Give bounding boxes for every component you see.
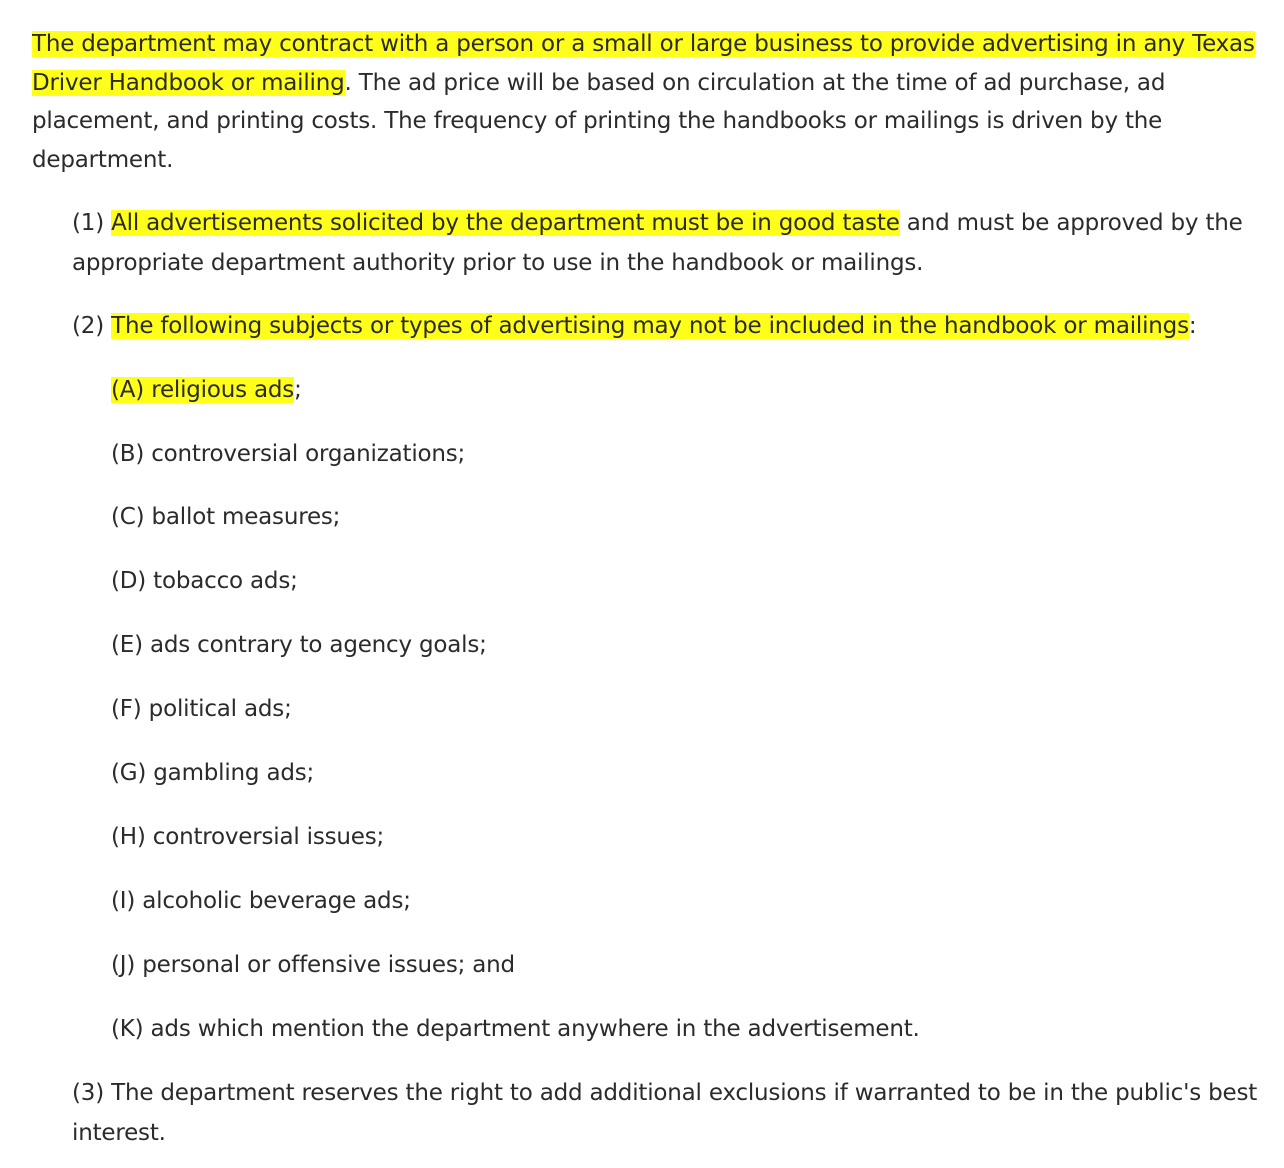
item-1-highlight: All advertisements solicited by the department must be in good taste — [111, 210, 900, 236]
item-2-text: : — [1188, 313, 1197, 339]
item-1-number: (1) — [72, 210, 112, 236]
intro-text: . The ad price will be based on circulation at the time of ad purchase, ad placement, and printing costs. The frequency of printing the handbooks or mailings is driven by the department. — [32, 69, 1166, 173]
subitem-e: (E) ads contrary to agency goals; — [111, 632, 487, 658]
subitem-c: (C) ballot measures; — [111, 504, 341, 530]
item-1-text: and must be approved by the appropriate department authority prior to use in the handbook or mailings. — [72, 210, 1243, 276]
subitem-g: (G) gambling ads; — [111, 760, 315, 786]
subitem-k: (K) ads which mention the department anywhere in the advertisement. — [111, 1016, 920, 1042]
subitem-i: (I) alcoholic beverage ads; — [111, 888, 411, 914]
subitem-a-highlight: (A) religious ads — [111, 377, 295, 403]
subitem-h: (H) controversial issues; — [111, 824, 385, 850]
intro-paragraph — [32, 25, 1272, 179]
item-2-number: (2) — [72, 313, 112, 339]
subitem-b: (B) controversial organizations; — [111, 441, 466, 467]
item-3: (3) The department reserves the right to add additional exclusions if warranted to be in the public's best interest. — [72, 1080, 1258, 1146]
subitem-d: (D) tobacco ads; — [111, 568, 298, 594]
item-1 — [72, 204, 1267, 283]
subitem-a — [111, 371, 1261, 411]
subitem-f: (F) political ads; — [111, 696, 292, 722]
intro-highlight: The department may contract with a person or a small or large business to provide advertising in any Texas Driver Handbook or mailing — [32, 31, 1255, 96]
subitem-j: (J) personal or offensive issues; and — [111, 952, 515, 978]
item-2-highlight: The following subjects or types of advertising may not be included in the handbook or mailings — [111, 313, 1189, 339]
subitem-a-text: ; — [294, 377, 302, 403]
item-2 — [72, 307, 1267, 347]
